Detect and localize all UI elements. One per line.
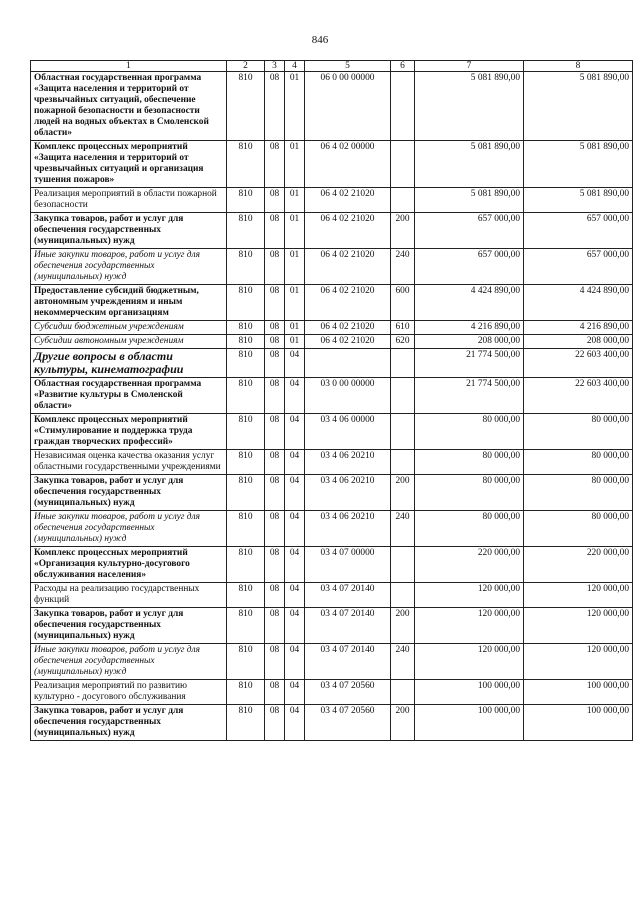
section-code-cell: 08 xyxy=(265,349,285,378)
expense-type-cell: 610 xyxy=(391,321,415,335)
item-name-cell: Другие вопросы в области культуры, кинематографии xyxy=(31,349,227,378)
target-article-cell: 03 4 07 20140 xyxy=(305,644,391,680)
subsection-code-cell: 01 xyxy=(285,249,305,285)
subsection-code-cell: 04 xyxy=(285,349,305,378)
table-row xyxy=(31,249,633,285)
header-cell: 4 xyxy=(285,61,305,72)
table-row xyxy=(31,475,633,511)
page-number: 846 xyxy=(311,34,329,46)
expense-type-cell xyxy=(391,414,415,450)
subsection-code-cell: 01 xyxy=(285,321,305,335)
header-cell: 6 xyxy=(391,61,415,72)
subsection-code-cell: 01 xyxy=(285,335,305,349)
expense-type-cell xyxy=(391,547,415,583)
table-row xyxy=(31,644,633,680)
ministry-code-cell: 810 xyxy=(227,511,265,547)
section-code-cell: 08 xyxy=(265,608,285,644)
subsection-code-cell: 01 xyxy=(285,72,305,141)
amount-year2-cell: 4 216 890,00 xyxy=(524,321,633,335)
item-name-cell: Иные закупки товаров, работ и услуг для обеспечения государственных (муниципальных) нужд xyxy=(31,249,227,285)
table-row xyxy=(31,680,633,705)
amount-year2-cell: 220 000,00 xyxy=(524,547,633,583)
target-article-cell: 03 4 06 20210 xyxy=(305,450,391,475)
amount-year2-cell: 5 081 890,00 xyxy=(524,141,633,188)
amount-year2-cell: 100 000,00 xyxy=(524,705,633,741)
target-article-cell: 06 4 02 21020 xyxy=(305,285,391,321)
section-code-cell: 08 xyxy=(265,378,285,414)
section-code-cell: 08 xyxy=(265,644,285,680)
section-code-cell: 08 xyxy=(265,321,285,335)
amount-year2-cell: 120 000,00 xyxy=(524,608,633,644)
expense-type-cell xyxy=(391,72,415,141)
item-name-cell: Комплекс процессных мероприятий «Защита населения и территорий от чрезвычайных ситуаций и организация тушения пожаров» xyxy=(31,141,227,188)
budget-table xyxy=(30,60,633,741)
header-row xyxy=(31,61,633,72)
subsection-code-cell: 01 xyxy=(285,141,305,188)
item-name-cell: Иные закупки товаров, работ и услуг для обеспечения государственных (муниципальных) нужд xyxy=(31,511,227,547)
target-article-cell xyxy=(305,349,391,378)
amount-year1-cell: 21 774 500,00 xyxy=(415,349,524,378)
section-code-cell: 08 xyxy=(265,141,285,188)
table-row xyxy=(31,213,633,249)
section-code-cell: 08 xyxy=(265,475,285,511)
amount-year1-cell: 120 000,00 xyxy=(415,644,524,680)
amount-year1-cell: 4 424 890,00 xyxy=(415,285,524,321)
section-code-cell: 08 xyxy=(265,285,285,321)
item-name-cell: Независимая оценка качества оказания услуг областными государственными учреждениями xyxy=(31,450,227,475)
amount-year2-cell: 80 000,00 xyxy=(524,511,633,547)
expense-type-cell: 240 xyxy=(391,511,415,547)
amount-year2-cell: 657 000,00 xyxy=(524,249,633,285)
item-name-cell: Закупка товаров, работ и услуг для обеспечения государственных (муниципальных) нужд xyxy=(31,213,227,249)
subsection-code-cell: 04 xyxy=(285,608,305,644)
target-article-cell: 03 4 07 00000 xyxy=(305,547,391,583)
amount-year1-cell: 5 081 890,00 xyxy=(415,72,524,141)
amount-year2-cell: 5 081 890,00 xyxy=(524,188,633,213)
amount-year2-cell: 80 000,00 xyxy=(524,475,633,511)
table-row xyxy=(31,705,633,741)
expense-type-cell: 200 xyxy=(391,705,415,741)
target-article-cell: 03 4 06 00000 xyxy=(305,414,391,450)
amount-year1-cell: 657 000,00 xyxy=(415,213,524,249)
section-code-cell: 08 xyxy=(265,249,285,285)
ministry-code-cell: 810 xyxy=(227,213,265,249)
item-name-cell: Комплекс процессных мероприятий «Стимулирование и поддержка труда граждан творческих профессий» xyxy=(31,414,227,450)
section-code-cell: 08 xyxy=(265,414,285,450)
amount-year2-cell: 208 000,00 xyxy=(524,335,633,349)
ministry-code-cell: 810 xyxy=(227,349,265,378)
subsection-code-cell: 04 xyxy=(285,378,305,414)
amount-year1-cell: 100 000,00 xyxy=(415,705,524,741)
amount-year1-cell: 120 000,00 xyxy=(415,583,524,608)
table-row xyxy=(31,321,633,335)
table-row xyxy=(31,511,633,547)
subsection-code-cell: 04 xyxy=(285,547,305,583)
subsection-code-cell: 04 xyxy=(285,475,305,511)
table-row xyxy=(31,188,633,213)
target-article-cell: 06 4 02 21020 xyxy=(305,335,391,349)
subsection-code-cell: 01 xyxy=(285,188,305,213)
target-article-cell: 06 4 02 21020 xyxy=(305,213,391,249)
target-article-cell: 03 4 06 20210 xyxy=(305,511,391,547)
target-article-cell: 03 4 07 20140 xyxy=(305,583,391,608)
subsection-code-cell: 04 xyxy=(285,414,305,450)
expense-type-cell xyxy=(391,450,415,475)
ministry-code-cell: 810 xyxy=(227,249,265,285)
header-cell: 5 xyxy=(305,61,391,72)
amount-year1-cell: 5 081 890,00 xyxy=(415,188,524,213)
section-code-cell: 08 xyxy=(265,213,285,249)
expense-type-cell: 240 xyxy=(391,249,415,285)
expense-type-cell: 600 xyxy=(391,285,415,321)
subsection-code-cell: 01 xyxy=(285,213,305,249)
item-name-cell: Реализация мероприятий в области пожарной безопасности xyxy=(31,188,227,213)
target-article-cell: 03 4 07 20560 xyxy=(305,680,391,705)
subsection-code-cell: 04 xyxy=(285,583,305,608)
subsection-code-cell: 04 xyxy=(285,450,305,475)
subsection-code-cell: 04 xyxy=(285,644,305,680)
header-cell: 1 xyxy=(31,61,227,72)
amount-year1-cell: 5 081 890,00 xyxy=(415,141,524,188)
ministry-code-cell: 810 xyxy=(227,414,265,450)
header-cell: 7 xyxy=(415,61,524,72)
amount-year1-cell: 80 000,00 xyxy=(415,414,524,450)
amount-year1-cell: 220 000,00 xyxy=(415,547,524,583)
expense-type-cell xyxy=(391,583,415,608)
target-article-cell: 03 0 00 00000 xyxy=(305,378,391,414)
section-code-cell: 08 xyxy=(265,335,285,349)
item-name-cell: Комплекс процессных мероприятий «Организация культурно-досугового обслуживания населения» xyxy=(31,547,227,583)
ministry-code-cell: 810 xyxy=(227,680,265,705)
ministry-code-cell: 810 xyxy=(227,335,265,349)
ministry-code-cell: 810 xyxy=(227,378,265,414)
item-name-cell: Областная государственная программа «Развитие культуры в Смоленской области» xyxy=(31,378,227,414)
section-code-cell: 08 xyxy=(265,72,285,141)
ministry-code-cell: 810 xyxy=(227,608,265,644)
section-code-cell: 08 xyxy=(265,511,285,547)
table-row xyxy=(31,335,633,349)
section-code-cell: 08 xyxy=(265,705,285,741)
amount-year2-cell: 657 000,00 xyxy=(524,213,633,249)
section-code-cell: 08 xyxy=(265,547,285,583)
amount-year1-cell: 4 216 890,00 xyxy=(415,321,524,335)
section-code-cell: 08 xyxy=(265,450,285,475)
expense-type-cell: 200 xyxy=(391,608,415,644)
table-row xyxy=(31,547,633,583)
item-name-cell: Закупка товаров, работ и услуг для обеспечения государственных (муниципальных) нужд xyxy=(31,705,227,741)
ministry-code-cell: 810 xyxy=(227,583,265,608)
amount-year1-cell: 80 000,00 xyxy=(415,475,524,511)
target-article-cell: 06 4 02 21020 xyxy=(305,321,391,335)
table-row xyxy=(31,608,633,644)
ministry-code-cell: 810 xyxy=(227,72,265,141)
amount-year2-cell: 80 000,00 xyxy=(524,450,633,475)
amount-year1-cell: 120 000,00 xyxy=(415,608,524,644)
item-name-cell: Областная государственная программа «Защита населения и территорий от чрезвычайных ситуаций, обеспечение пожарной безопасности и безопасности людей на водных объектах в Смоленской области» xyxy=(31,72,227,141)
ministry-code-cell: 810 xyxy=(227,547,265,583)
ministry-code-cell: 810 xyxy=(227,321,265,335)
item-name-cell: Расходы на реализацию государственных функций xyxy=(31,583,227,608)
table-row xyxy=(31,414,633,450)
item-name-cell: Закупка товаров, работ и услуг для обеспечения государственных (муниципальных) нужд xyxy=(31,608,227,644)
item-name-cell: Субсидии автономным учреждениям xyxy=(31,335,227,349)
subsection-code-cell: 04 xyxy=(285,705,305,741)
amount-year2-cell: 4 424 890,00 xyxy=(524,285,633,321)
ministry-code-cell: 810 xyxy=(227,644,265,680)
target-article-cell: 03 4 06 20210 xyxy=(305,475,391,511)
expense-type-cell: 200 xyxy=(391,213,415,249)
target-article-cell: 06 0 00 00000 xyxy=(305,72,391,141)
section-code-cell: 08 xyxy=(265,188,285,213)
amount-year1-cell: 657 000,00 xyxy=(415,249,524,285)
table-row xyxy=(31,349,633,378)
table-row xyxy=(31,285,633,321)
ministry-code-cell: 810 xyxy=(227,705,265,741)
expense-type-cell: 200 xyxy=(391,475,415,511)
expense-type-cell xyxy=(391,349,415,378)
ministry-code-cell: 810 xyxy=(227,141,265,188)
table-row xyxy=(31,450,633,475)
expense-type-cell xyxy=(391,188,415,213)
item-name-cell: Предоставление субсидий бюджетным, автономным учреждениям и иным некоммерческим организациям xyxy=(31,285,227,321)
table-row xyxy=(31,583,633,608)
table-row xyxy=(31,141,633,188)
amount-year2-cell: 80 000,00 xyxy=(524,414,633,450)
item-name-cell: Закупка товаров, работ и услуг для обеспечения государственных (муниципальных) нужд xyxy=(31,475,227,511)
target-article-cell: 03 4 07 20140 xyxy=(305,608,391,644)
ministry-code-cell: 810 xyxy=(227,285,265,321)
target-article-cell: 06 4 02 21020 xyxy=(305,188,391,213)
subsection-code-cell: 04 xyxy=(285,680,305,705)
item-name-cell: Реализация мероприятий по развитию культурно - досугового обслуживания xyxy=(31,680,227,705)
table-row xyxy=(31,72,633,141)
ministry-code-cell: 810 xyxy=(227,188,265,213)
expense-type-cell xyxy=(391,378,415,414)
header-cell: 8 xyxy=(524,61,633,72)
expense-type-cell: 240 xyxy=(391,644,415,680)
ministry-code-cell: 810 xyxy=(227,475,265,511)
amount-year2-cell: 5 081 890,00 xyxy=(524,72,633,141)
expense-type-cell xyxy=(391,680,415,705)
subsection-code-cell: 01 xyxy=(285,285,305,321)
amount-year2-cell: 22 603 400,00 xyxy=(524,349,633,378)
amount-year1-cell: 208 000,00 xyxy=(415,335,524,349)
amount-year2-cell: 120 000,00 xyxy=(524,644,633,680)
amount-year2-cell: 100 000,00 xyxy=(524,680,633,705)
target-article-cell: 03 4 07 20560 xyxy=(305,705,391,741)
amount-year2-cell: 120 000,00 xyxy=(524,583,633,608)
expense-type-cell xyxy=(391,141,415,188)
amount-year1-cell: 100 000,00 xyxy=(415,680,524,705)
header-cell: 2 xyxy=(227,61,265,72)
amount-year1-cell: 21 774 500,00 xyxy=(415,378,524,414)
target-article-cell: 06 4 02 00000 xyxy=(305,141,391,188)
amount-year2-cell: 22 603 400,00 xyxy=(524,378,633,414)
item-name-cell: Субсидии бюджетным учреждениям xyxy=(31,321,227,335)
ministry-code-cell: 810 xyxy=(227,450,265,475)
target-article-cell: 06 4 02 21020 xyxy=(305,249,391,285)
amount-year1-cell: 80 000,00 xyxy=(415,450,524,475)
section-code-cell: 08 xyxy=(265,583,285,608)
subsection-code-cell: 04 xyxy=(285,511,305,547)
item-name-cell: Иные закупки товаров, работ и услуг для обеспечения государственных (муниципальных) нужд xyxy=(31,644,227,680)
section-code-cell: 08 xyxy=(265,680,285,705)
table-row xyxy=(31,378,633,414)
header-cell: 3 xyxy=(265,61,285,72)
expense-type-cell: 620 xyxy=(391,335,415,349)
amount-year1-cell: 80 000,00 xyxy=(415,511,524,547)
